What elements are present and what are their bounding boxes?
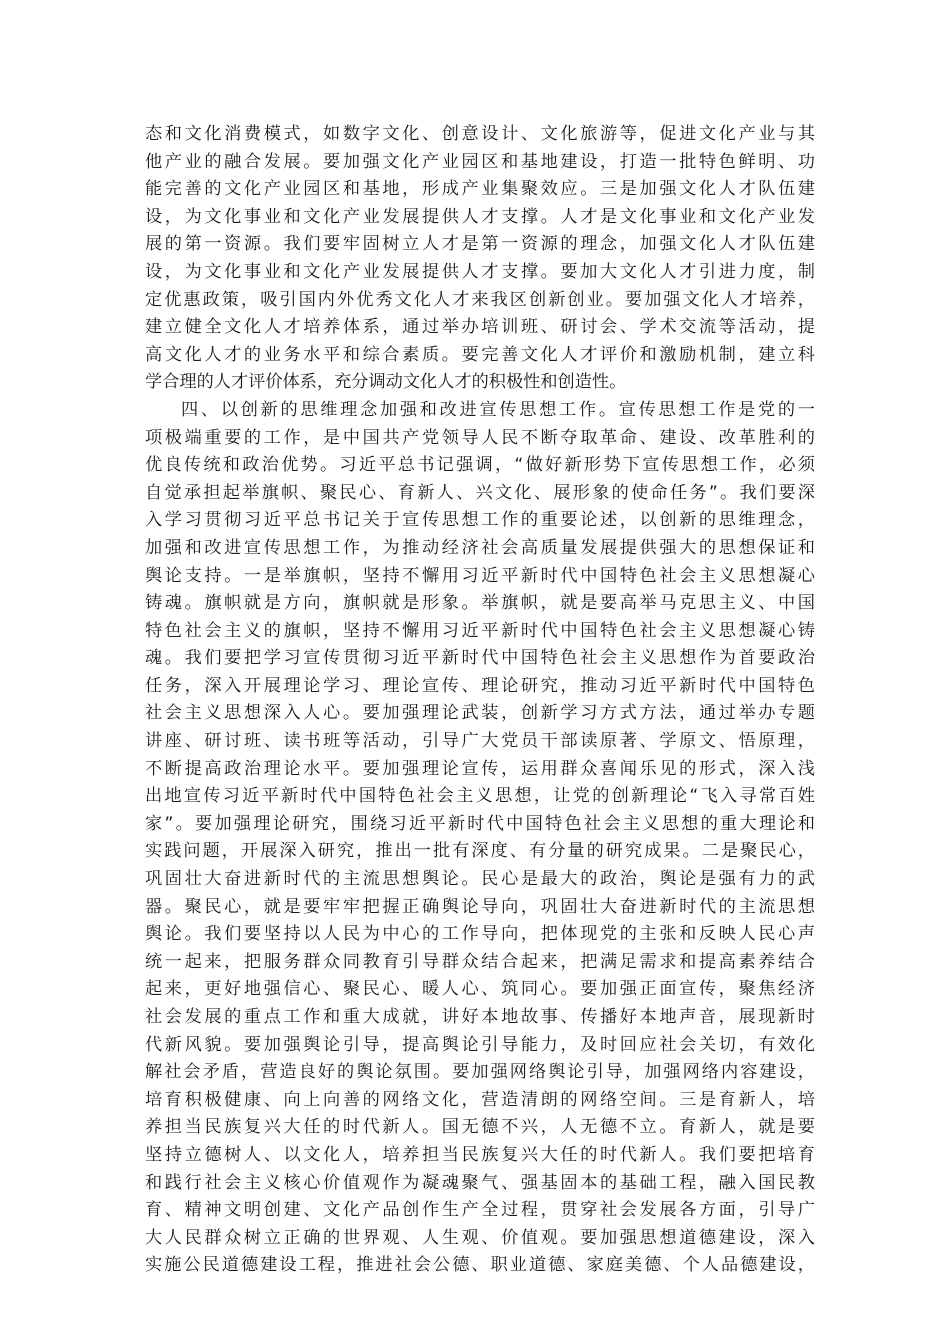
text-line: 加强和改进宣传思想工作，为推动经济社会高质量发展提供强大的思想保证和 — [145, 537, 815, 558]
text-line: 育、精神文明创建、文化产品创作生产全过程，贯穿社会发展各方面，引导广 — [145, 1200, 815, 1221]
text-line: 任务，深入开展理论学习、理论宣传、理论研究，推动习近平新时代中国特色 — [145, 675, 815, 696]
text-line: 定优惠政策，吸引国内外优秀文化人才来我区创新创业。要加强文化人才培养， — [145, 289, 815, 310]
text-line: 社会发展的重点工作和重大成就，讲好本地故事、传播好本地声音，展现新时 — [145, 1007, 815, 1027]
text-line: 器。聚民心，就是要牢牢把握正确舆论导向，巩固壮大奋进新时代的主流思想 — [145, 896, 815, 917]
text-line: 统一起来，把服务群众同教育引导群众结合起来，把满足需求和提高素养结合 — [145, 951, 815, 972]
text-line: 讲座、研讨班、读书班等活动，引导广大党员干部读原著、学原文、悟原理， — [145, 731, 815, 752]
text-line: 出地宣传习近平新时代中国特色社会主义思想，让党的创新理论“飞入寻常百姓 — [145, 786, 815, 807]
text-line: 代新风貌。要加强舆论引导，提高舆论引导能力，及时回应社会关切，有效化 — [145, 1034, 815, 1055]
text-line: 家”。要加强理论研究，围绕习近平新时代中国特色社会主义思想的重大理论和 — [145, 813, 815, 834]
text-line: 舆论支持。一是举旗帜，坚持不懈用习近平新时代中国特色社会主义思想凝心 — [145, 565, 815, 586]
text-line: 铸魂。旗帜就是方向，旗帜就是形象。举旗帜，就是要高举马克思主义、中国 — [145, 593, 815, 614]
text-line: 他产业的融合发展。要加强文化产业园区和基地建设，打造一批特色鲜明、功 — [145, 151, 815, 172]
text-line: 解社会矛盾，营造良好的舆论氛围。要加强网络舆论引导，加强网络内容建设， — [145, 1062, 815, 1083]
text-line: 学合理的人才评价体系，充分调动文化人才的积极性和创造性。 — [145, 372, 627, 393]
text-line: 实践问题，开展深入研究，推出一批有深度、有分量的研究成果。二是聚民心， — [145, 841, 815, 862]
text-line: 特色社会主义的旗帜，坚持不懈用习近平新时代中国特色社会主义思想凝心铸 — [145, 620, 815, 641]
text-line: 社会主义思想深入人心。要加强理论武装，创新学习方式方法，通过举办专题 — [145, 703, 815, 724]
text-line: 培育积极健康、向上向善的网络文化，营造清朗的网络空间。三是育新人，培 — [145, 1089, 815, 1110]
text-line: 态和文化消费模式，如数字文化、创意设计、文化旅游等，促进文化产业与其 — [145, 124, 815, 144]
text-line: 魂。我们要把学习宣传贯彻习近平新时代中国特色社会主义思想作为首要政治 — [145, 648, 815, 669]
text-line: 能完善的文化产业园区和基地，形成产业集聚效应。三是加强文化人才队伍建 — [145, 179, 815, 200]
text-line: 优良传统和政治优势。习近平总书记强调，“做好新形势下宣传思想工作，必须 — [145, 455, 815, 476]
paragraph-first-line: 四、以创新的思维理念加强和改进宣传思想工作。宣传思想工作是党的一 — [181, 399, 815, 420]
text-line: 入学习贯彻习近平总书记关于宣传思想工作的重要论述，以创新的思维理念， — [145, 510, 815, 531]
text-line: 设，为文化事业和文化产业发展提供人才支撑。要加大文化人才引进力度，制 — [145, 261, 815, 282]
text-line: 设，为文化事业和文化产业发展提供人才支撑。人才是文化事业和文化产业发 — [145, 206, 815, 227]
text-line: 项极端重要的工作，是中国共产党领导人民不断夺取革命、建设、改革胜利的 — [145, 427, 815, 448]
text-line: 高文化人才的业务水平和综合素质。要完善文化人才评价和激励机制，建立科 — [145, 344, 815, 365]
text-line: 坚持立德树人、以文化人，培养担当民族复兴大任的时代新人。我们要把培育 — [145, 1144, 815, 1165]
document-body — [145, 121, 815, 1280]
text-line: 舆论。我们要坚持以人民为中心的工作导向，把体现党的主张和反映人民心声 — [145, 924, 815, 945]
text-line: 不断提高政治理论水平。要加强理论宣传，运用群众喜闻乐见的形式，深入浅 — [145, 758, 815, 779]
text-line: 养担当民族复兴大任的时代新人。国无德不兴，人无德不立。育新人，就是要 — [145, 1117, 815, 1138]
text-line: 和践行社会主义核心价值观作为凝魂聚气、强基固本的基础工程，融入国民教 — [145, 1172, 815, 1193]
text-line: 建立健全文化人才培养体系，通过举办培训班、研讨会、学术交流等活动，提 — [145, 317, 815, 338]
text-line: 巩固壮大奋进新时代的主流思想舆论。民心是最大的政治，舆论是强有力的武 — [145, 869, 815, 890]
text-line: 展的第一资源。我们要牢固树立人才是第一资源的理念，加强文化人才队伍建 — [145, 234, 815, 255]
text-line: 自觉承担起举旗帜、聚民心、育新人、兴文化、展形象的使命任务”。我们要深 — [145, 482, 815, 503]
text-line: 大人民群众树立正确的世界观、人生观、价值观。要加强思想道德建设，深入 — [145, 1227, 815, 1248]
text-line: 起来，更好地强信心、聚民心、暖人心、筑同心。要加强正面宣传，聚焦经济 — [145, 979, 815, 1000]
text-line: 实施公民道德建设工程，推进社会公德、职业道德、家庭美德、个人品德建设， — [145, 1255, 815, 1276]
